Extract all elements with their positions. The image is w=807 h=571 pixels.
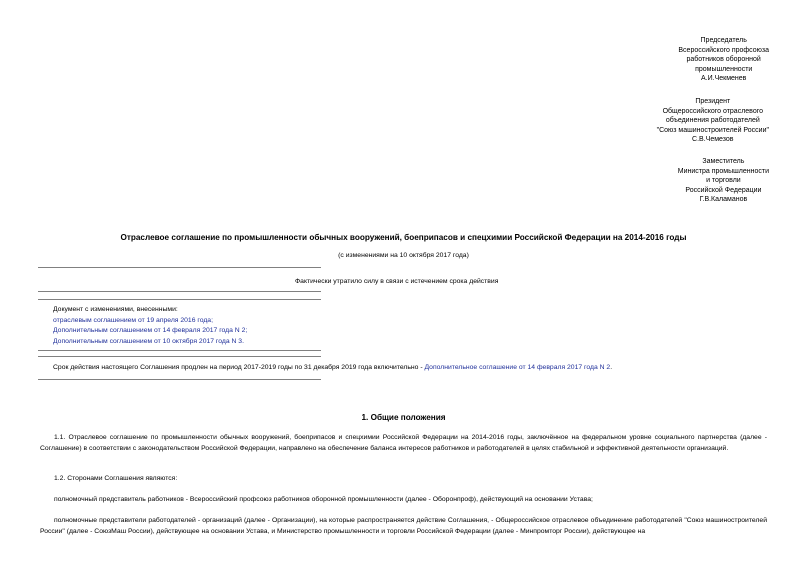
- change-link[interactable]: Дополнительным соглашением от 14 февраля 2017 года N 2;: [53, 327, 248, 334]
- signature-block-employers: [657, 97, 769, 145]
- signature-line: Всероссийского профсоюза: [678, 46, 769, 54]
- signature-line: объединения работодателей: [665, 117, 760, 125]
- extension-text: Срок действия настоящего Соглашения продлен на период 2017-2019 годы по 31 декабря 2019 года включительно -: [53, 364, 425, 371]
- divider: [38, 299, 321, 300]
- extension-link[interactable]: Дополнительное соглашение от 14 февраля 2017 года N 2: [424, 364, 611, 371]
- changes-intro: Документ с изменениями, внесенными:: [53, 306, 178, 313]
- section-heading: 1. Общие положения: [361, 413, 446, 422]
- extension-note: [53, 364, 612, 371]
- signature-line: Российской Федерации: [685, 186, 762, 194]
- paragraph-1-2: 1.2. Сторонами Соглашения являются:: [54, 475, 178, 482]
- signature-line: промышленности: [695, 65, 753, 73]
- signature-line: работников оборонной: [686, 56, 761, 64]
- divider: [38, 291, 321, 292]
- signature-line: Общероссийского отраслевого: [662, 107, 764, 115]
- document-title: Отраслевое соглашение по промышленности обычных вооружений, боеприпасов и спецхимии Российской Федерации на 2014-2016 годы: [120, 233, 687, 242]
- signature-line: и торговли: [706, 177, 741, 185]
- divider: [38, 379, 321, 380]
- signature-block-union: [678, 36, 769, 84]
- extension-end: .: [610, 364, 613, 371]
- signature-line: Председатель: [700, 37, 747, 44]
- change-link[interactable]: Дополнительным соглашением от 10 октября 2017 года N 3.: [53, 338, 244, 345]
- status-note: Фактически утратило силу в связи с истечением срока действия: [295, 278, 499, 285]
- signature-line: "Союз машиностроителей России": [656, 126, 769, 134]
- revision-subtitle: (с изменениями на 10 октября 2017 года): [338, 252, 469, 259]
- divider: [38, 267, 321, 268]
- paragraph-parties-employers: полномочные представители работодателей - организаций (далее - Организации), на которые распространяется действие Соглашения, - Общероссийское отраслевое объединение работодателей "Союз машиностроителей России" (далее - СоюзМаш России), действующее на основании Устава, и Министерство промышленности и торговли Российской Федерации (далее - Минпромторг России), действующее на: [40, 517, 767, 535]
- paragraph-parties-employees: полномочный представитель работников - Всероссийский профсоюз работников оборонной промышленности (далее - Оборонпроф), действующий на основании Устава;: [54, 496, 593, 503]
- divider: [38, 356, 321, 357]
- change-link[interactable]: отраслевым соглашением от 19 апреля 2016 года;: [53, 317, 213, 324]
- paragraph-1-1: 1.1. Отраслевое соглашение по промышленности обычных вооружений, боеприпасов и спецхимии Российской Федерации на 2014-2016 годы, заключённое на федеральном уровне социального партнерства (далее - Соглашение) в соответствии с законодательством Российской Федерации, направлено на обеспечение баланса интересов работников и работодателей в целях стабильной и эффективной деятельности организаций.: [40, 434, 767, 452]
- signature-line: Президент: [695, 98, 731, 105]
- signature-line: С.В.Чемезов: [692, 136, 734, 144]
- divider: [38, 350, 321, 351]
- signature-line: Министра промышленности: [677, 167, 769, 175]
- signature-block-ministry: [678, 157, 769, 205]
- signature-line: Г.В.Каламанов: [699, 196, 748, 204]
- signature-line: А.И.Чекменев: [700, 75, 747, 83]
- signature-line: Заместитель: [702, 158, 745, 165]
